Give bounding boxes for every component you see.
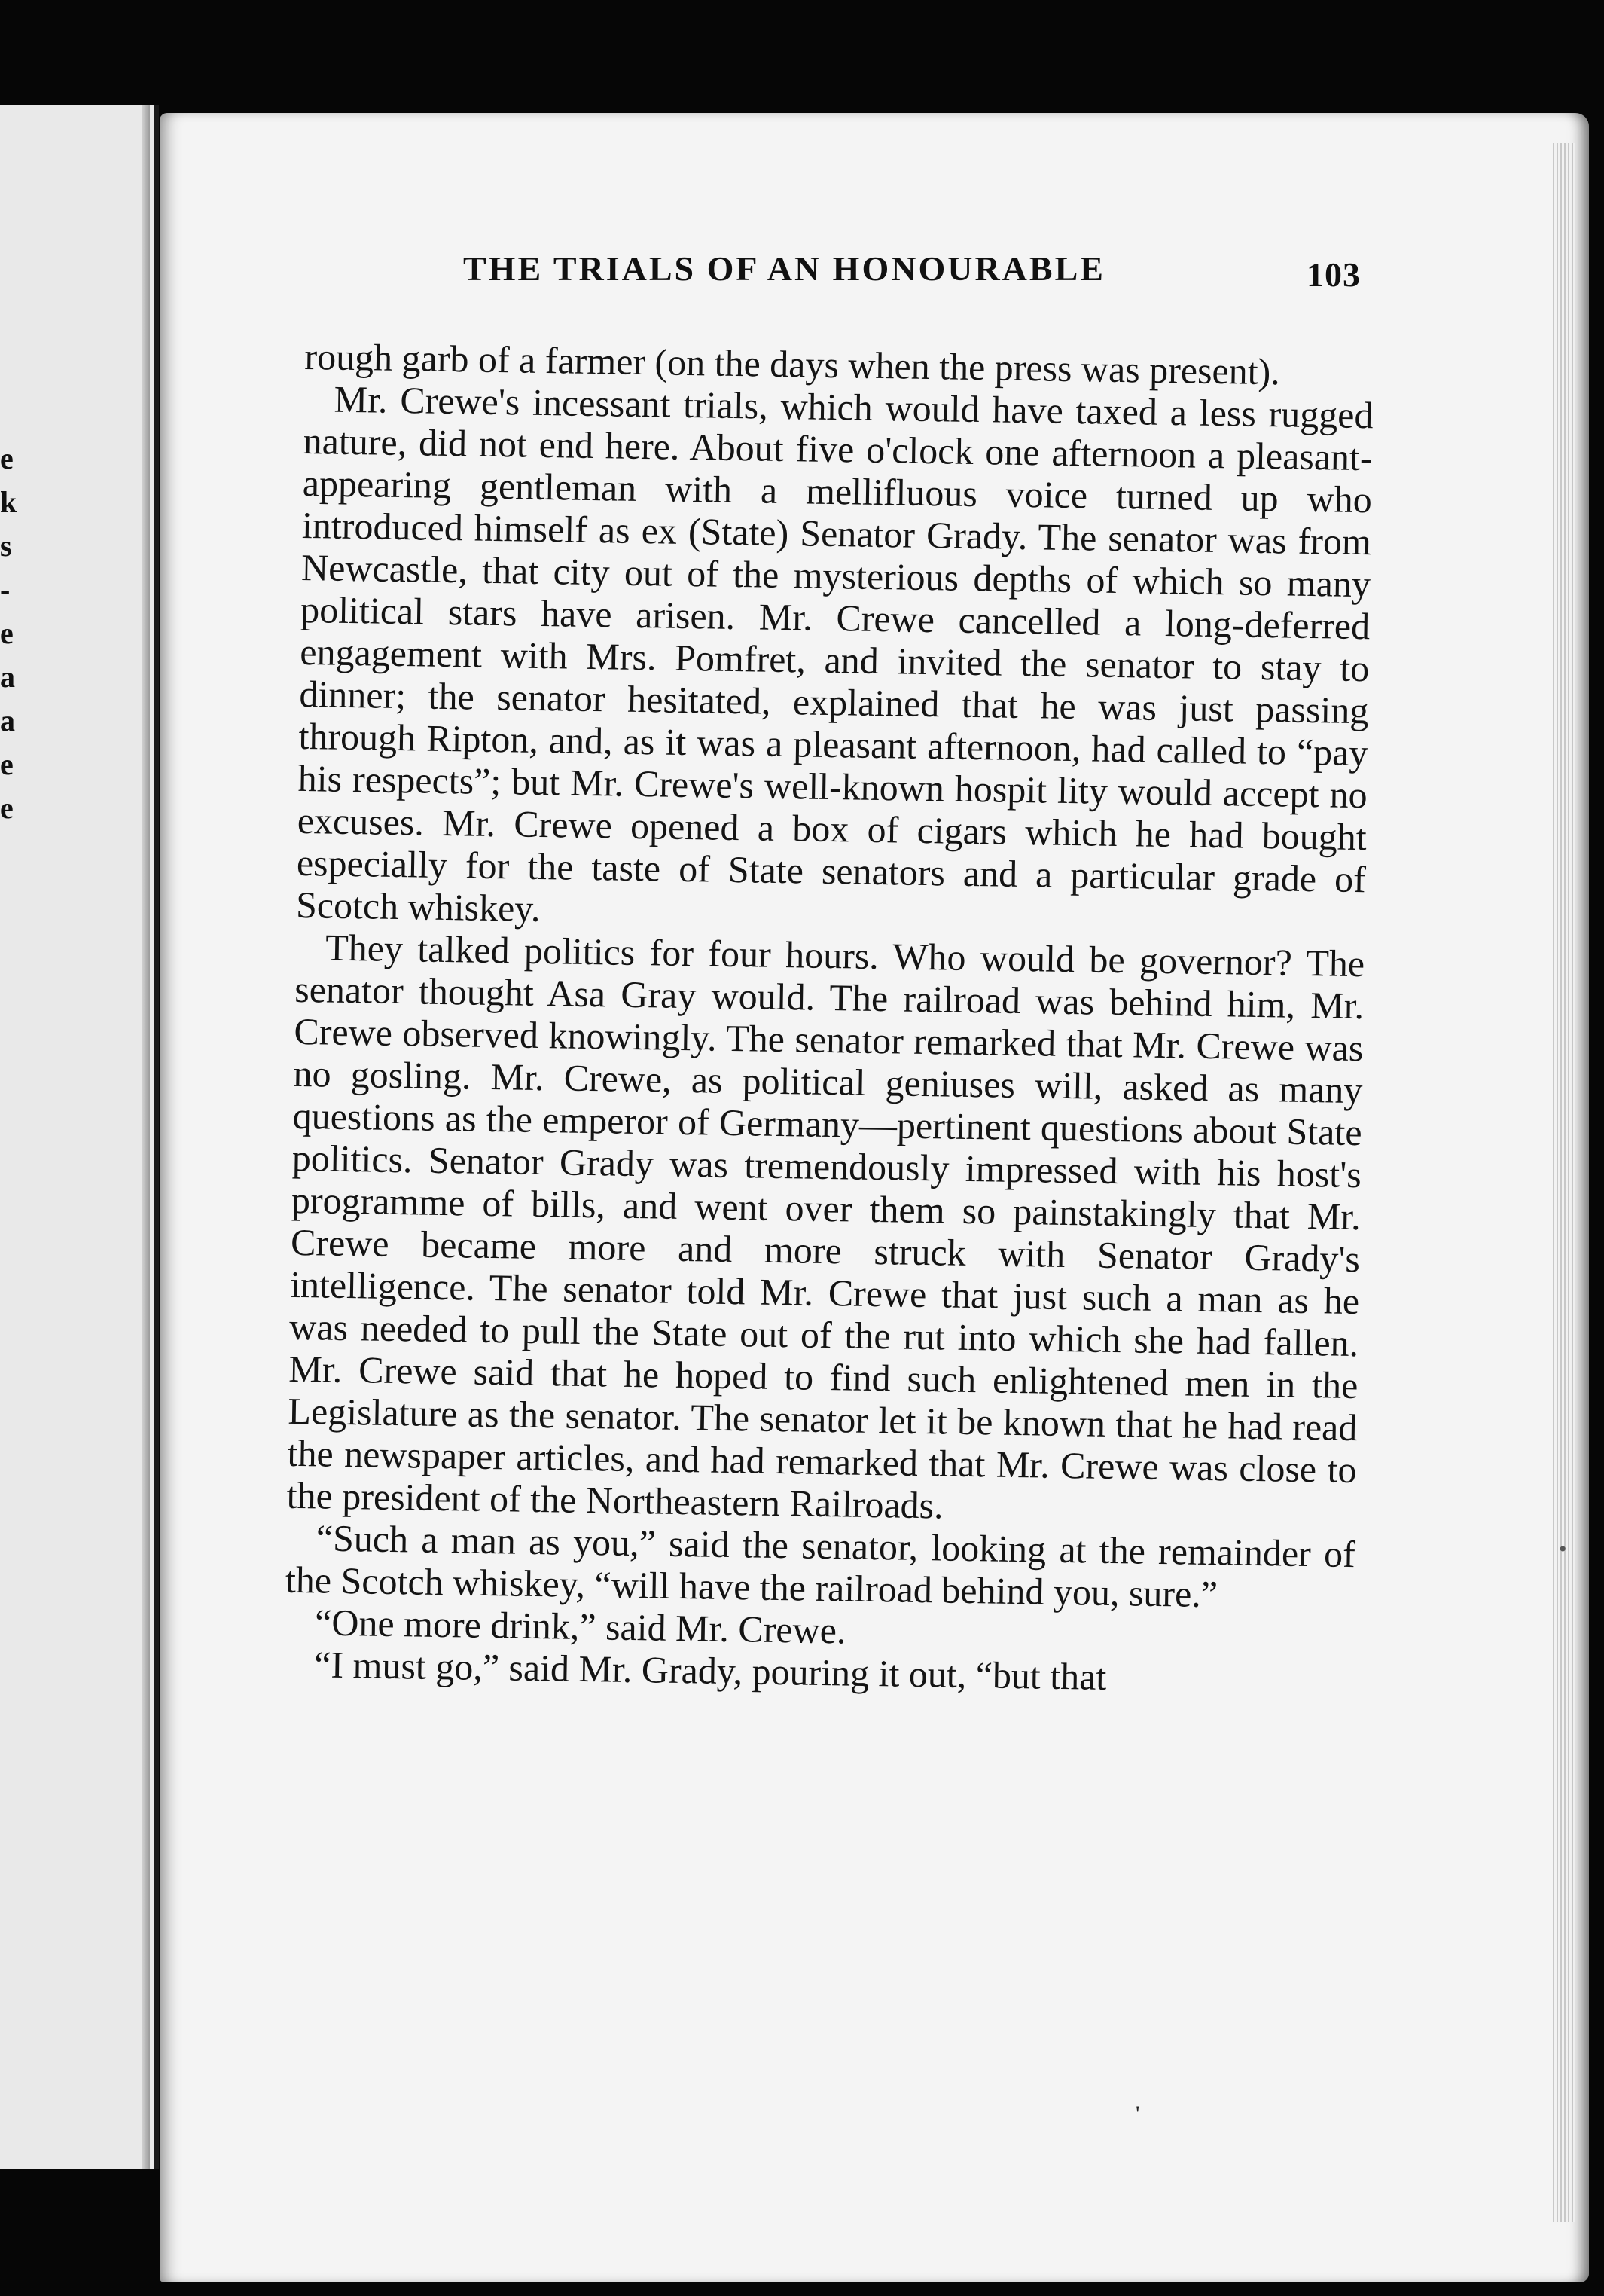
paragraph: rough garb of a farmer (on the days when the press was present). (304, 335, 1281, 393)
left-fragment: a (0, 704, 15, 737)
page-number: 103 (1307, 255, 1361, 294)
scan-speck: ' (1136, 2102, 1140, 2127)
running-head-title: THE TRIALS OF AN HONOURABLE (463, 249, 1105, 288)
left-fragment: - (0, 572, 11, 606)
left-fragment: e (0, 747, 14, 781)
left-fragment: k (0, 485, 17, 519)
left-fragment: e (0, 616, 14, 650)
left-fragment: e (0, 441, 14, 475)
paragraph: “One more drink,” said Mr. Crewe. (314, 1601, 846, 1652)
running-head (463, 249, 1389, 301)
left-page-fragment (0, 105, 159, 2169)
body-text (284, 335, 1374, 1702)
scan-speck: • (1559, 1537, 1567, 1562)
paragraph: Mr. Crewe's incessant trials, which would have taxed a less rugged nature, did not end here. About five o'clock one afternoon a pleasant-appearing gentleman with a mellifluous voice turned up who introduced himself as ex (State) Senator Grady. The senator was from Newcastle, that city out of the mysterious depths of which so many political stars have arisen. Mr. Crewe cancelled a long-deferred engagement with Mrs. Pomfret, and invited the senator to stay to dinner; the senator hesitated, explained that he was just passing through Ripton, and, as it was a pleasant afternoon, had called to “pay his respects”; but Mr. Crewe's well-known hospit lity would accept no excuses. Mr. Crewe opened a box of cigars which he had bought especially for the taste of State senators and a particular grade of Scotch whiskey. (295, 377, 1374, 930)
paragraph: “I must go,” said Mr. Grady, pouring it out, “but that (313, 1643, 1107, 1698)
paragraph: “Such a man as you,” said the senator, looking at the remainder of the Scotch whiskey, “will have the railroad behind you, sure.” (285, 1516, 1356, 1616)
left-page-text-fragments (0, 437, 30, 830)
page-edge-stack (1553, 143, 1575, 2222)
left-fragment: e (0, 791, 14, 825)
left-fragment: a (0, 660, 15, 694)
paragraph: They talked politics for four hours. Who would be governor? The senator thought Asa Gray would. The railroad was behind him, Mr. Crewe observed knowingly. The senator remarked that Mr. Crewe was no gosling. Mr. Crewe, as political geniuses will, asked as many questions as the emperor of Germany—pertinent questions about State politics. Senator Grady was tremendously impressed with his host's programme of bills, and went over them so painstakingly that Mr. Crewe became more and more struck with Senator Grady's intelligence. The senator told Mr. Crewe that just such a man as he was needed to pull the State out of the rut into which she had fallen. Mr. Crewe said that he hoped to find such enlightened men in the Legislature as the senator. The senator let it be known that he had read the newspaper articles, and had remarked that Mr. Crewe was close to the president of the Northeastern Railroads. (286, 926, 1365, 1527)
left-page-edge (142, 105, 150, 2169)
left-fragment: s (0, 529, 12, 563)
